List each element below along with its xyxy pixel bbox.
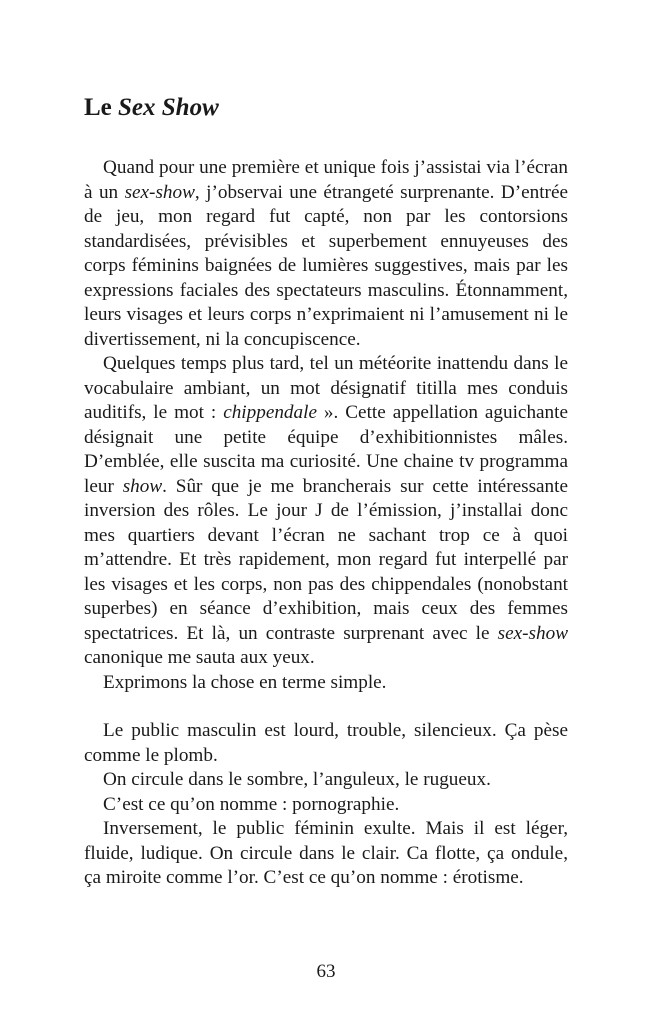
paragraph: [84, 793, 568, 818]
paragraph: [84, 156, 568, 352]
italic-text: show: [122, 475, 163, 497]
text-run: Quelques temps plus tard, tel un météorite inattendu dans le vocabulaire ambiant, un mot désignatif titilla mes conduis auditifs, le mot :: [84, 353, 568, 423]
text-run: canonique me sauta aux yeux.: [84, 647, 315, 668]
text-run: . Sûr que je me brancherais sur cette intéressante inversion des rôles. Le jour J de l’émission, j’installai donc mes quartiers devant l’écran ne sachant trop ce à quoi m’attendre. Et très rapidement, mon regard fut interpellé par les visages et les corps, non pas des chippendales (nonobstant superbes) en séance d’exhibition, mais ceux des femmes spectatrices. Et là, un contraste surprenant avec le: [84, 475, 568, 644]
chapter-title: [84, 92, 219, 124]
text-run: Le public masculin est lourd, trouble, silencieux. Ça pèse comme le plomb.: [84, 720, 568, 766]
paragraph: [84, 671, 568, 696]
italic-text: sex-show: [124, 181, 195, 203]
text-run: On circule dans le sombre, l’anguleux, le rugueux.: [103, 769, 491, 790]
chapter-title-italic: Sex Show: [118, 94, 219, 121]
paragraph: [84, 352, 568, 671]
paragraph: [84, 817, 568, 891]
text-run: Quand pour une première et unique fois j’assistai via l’écran à un: [84, 157, 568, 203]
paragraph: [84, 719, 568, 768]
body-text: [84, 156, 568, 891]
italic-text: chippendale: [223, 402, 317, 423]
text-run: Inversement, le public féminin exulte. Mais il est léger, fluide, ludique. On circule dans le clair. Ca flotte, ça ondule, ça miroite comme l’or. C’est ce qu’on nomme : érotisme.: [84, 818, 568, 888]
chapter-title-prefix: Le: [84, 94, 119, 121]
italic-text: sex-show: [497, 622, 568, 644]
text-run: Exprimons la chose en terme simple.: [103, 671, 387, 693]
book-page: [84, 0, 568, 1035]
text-run: ». Cette appellation aguichante désignait une petite équipe d’exhibitionnistes mâles. D’emblée, elle suscita ma curiosité. Une chaine tv programma leur: [84, 402, 568, 497]
text-run: , j’observai une étrangeté surprenante. D’entrée de jeu, mon regard fut capté, non par les contorsions standardisées, prévisibles et superbement ennuyeuses des corps féminins baignées de lumières suggestives, mais par les expressions faciales des spectateurs masculins. Étonnamment, leurs visages et leurs corps n’exprimaient ni l’amusement ni le divertissement, ni la concupiscence.: [84, 181, 568, 350]
paragraph: [84, 768, 568, 793]
page-number: 63: [316, 961, 336, 982]
text-run: C’est ce qu’on nomme : pornographie.: [103, 793, 400, 815]
